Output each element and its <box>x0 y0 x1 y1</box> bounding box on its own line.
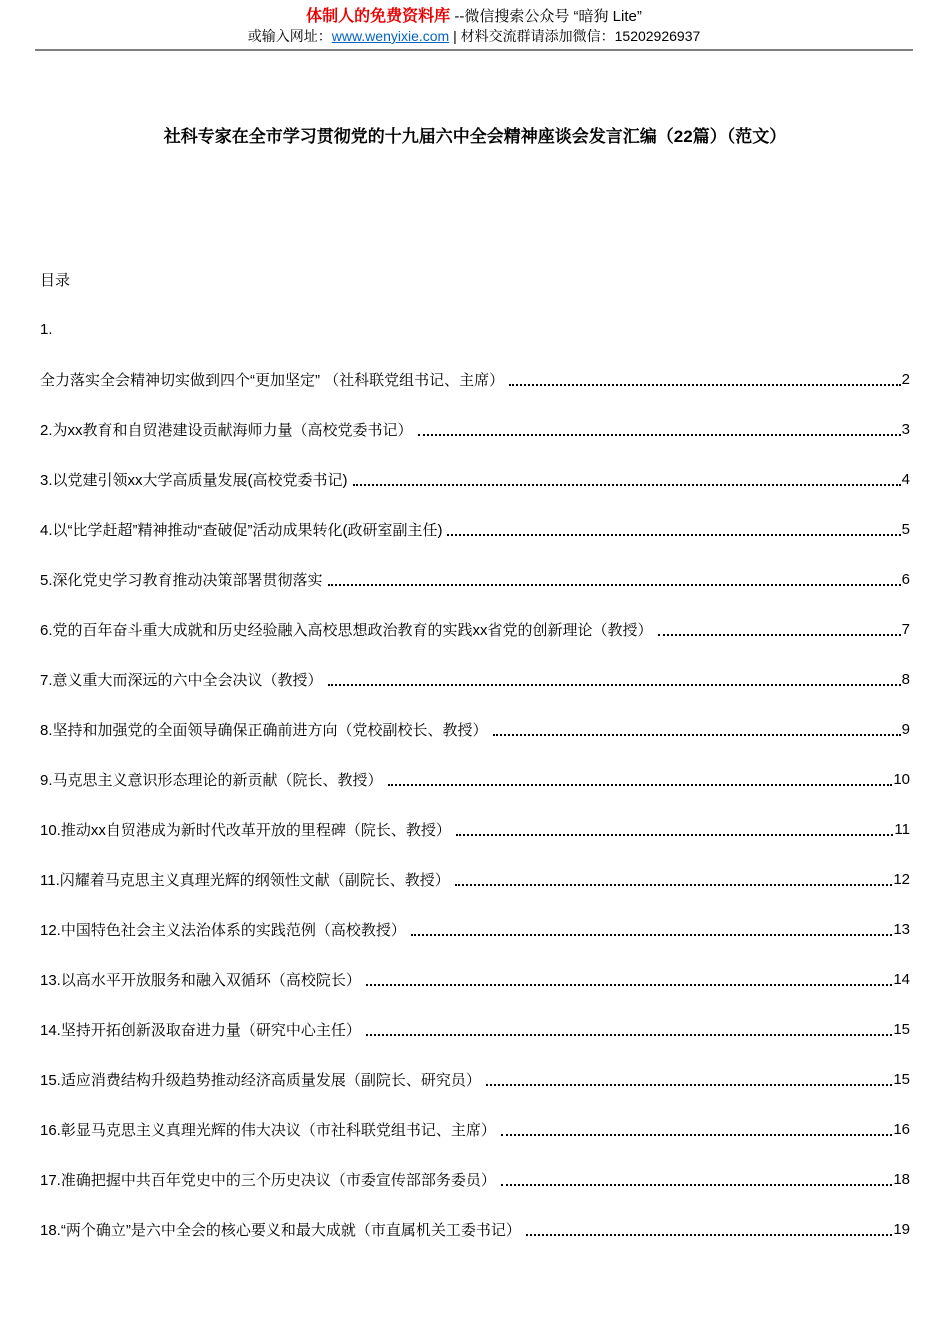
toc-entry-text: 6.党的百年奋斗重大成就和历史经验融入高校思想政治教育的实践xx省党的创新理论（教授） <box>40 621 653 639</box>
toc-entry-text: 全力落实全会精神切实做到四个“更加坚定” （社科联党组书记、主席） <box>40 371 505 389</box>
toc-page-number: 6 <box>901 570 910 588</box>
toc-page-number: 2 <box>901 370 910 388</box>
toc-page-number: 13 <box>893 920 910 938</box>
toc-entry <box>40 1054 910 1104</box>
toc-page-number: 3 <box>901 420 910 438</box>
toc-entry-text: 5.深化党史学习教育推动决策部署贯彻落实 <box>40 571 323 589</box>
dot-leader <box>658 622 901 636</box>
toc-entry <box>40 904 910 954</box>
toc-entry <box>40 1154 910 1204</box>
toc-page-number: 9 <box>901 720 910 738</box>
document-title: 社科专家在全市学习贯彻党的十九届六中全会精神座谈会发言汇编（22篇）（范文） <box>163 127 787 146</box>
toc-entry-text: 16.彰显马克思主义真理光辉的伟大决议（市社科联党组书记、主席） <box>40 1121 496 1139</box>
toc-entry <box>40 404 910 454</box>
dot-leader <box>501 1122 892 1136</box>
toc-entry-text: 3.以党建引领xx大学高质量发展(高校党委书记) <box>40 471 348 489</box>
dot-leader <box>501 1172 892 1186</box>
toc-entry-text: 15.适应消费结构升级趋势推动经济高质量发展（副院长、研究员） <box>40 1071 481 1089</box>
toc-heading <box>40 254 910 304</box>
toc-page-number: 16 <box>893 1120 910 1138</box>
toc-page-number: 18 <box>893 1170 910 1188</box>
toc-page-number: 19 <box>893 1220 910 1238</box>
toc-entry <box>40 654 910 704</box>
banner-line2 <box>35 27 913 46</box>
toc-page-number: 14 <box>893 970 910 988</box>
toc-entry-text: 4.以“比学赶超”精神推动“查破促”活动成果转化(政研室副主任) <box>40 521 443 539</box>
toc-entry <box>40 754 910 804</box>
toc-entry <box>40 454 910 504</box>
toc-entry-text: 7.意义重大而深远的六中全会决议（教授） <box>40 671 323 689</box>
dot-leader <box>455 872 893 886</box>
toc-page-number: 8 <box>901 670 910 688</box>
brand-name: 体制人的免费资料库 <box>306 8 451 25</box>
toc-entry <box>40 504 910 554</box>
dot-leader <box>411 922 892 936</box>
toc-page-number: 10 <box>893 770 910 788</box>
dot-leader <box>486 1072 892 1086</box>
banner-line2-suffix: | 材料交流群请添加微信：15202926937 <box>449 28 701 44</box>
toc-entry <box>40 1104 910 1154</box>
dot-leader <box>509 372 900 386</box>
dot-leader <box>456 822 894 836</box>
toc-entry-text: 18.“两个确立”是六中全会的核心要义和最大成就（市直属机关工委书记） <box>40 1221 521 1239</box>
toc-page-number: 5 <box>901 520 910 538</box>
toc-entry-text: 8.坚持和加强党的全面领导确保正确前进方向（党校副校长、教授） <box>40 721 488 739</box>
toc-page-number: 11 <box>894 820 910 838</box>
toc-entry-text: 2.为xx教育和自贸港建设贡献海师力量（高校党委书记） <box>40 421 413 439</box>
toc-entry <box>40 954 910 1004</box>
toc-entry <box>40 704 910 754</box>
toc-entry-text: 17.准确把握中共百年党史中的三个历史决议（市委宣传部部务委员） <box>40 1171 496 1189</box>
toc-entry <box>40 1004 910 1054</box>
toc-page-number: 15 <box>893 1070 910 1088</box>
banner-line2-prefix: 或输入网址： <box>247 28 332 44</box>
dot-leader <box>388 772 893 786</box>
toc-entry <box>40 354 910 404</box>
dot-leader <box>366 1022 892 1036</box>
toc-heading-label: 目录 <box>40 271 71 289</box>
toc-entry <box>40 604 910 654</box>
dot-leader <box>526 1222 892 1236</box>
toc-entry-text: 1. <box>40 320 53 338</box>
resource-banner <box>35 0 913 51</box>
toc-entry <box>40 304 910 354</box>
website-link[interactable]: www.wenyixie.com <box>331 28 450 44</box>
toc-page-number: 4 <box>901 470 910 488</box>
dot-leader <box>328 572 901 586</box>
dot-leader <box>328 672 901 686</box>
dot-leader <box>493 722 901 736</box>
toc-entry <box>40 1204 910 1254</box>
toc-page-number: 15 <box>893 1020 910 1038</box>
toc-entry <box>40 554 910 604</box>
table-of-contents <box>40 254 910 1254</box>
dot-leader <box>366 972 892 986</box>
toc-entry-text: 12.中国特色社会主义法治体系的实践范例（高校教授） <box>40 921 406 939</box>
banner-line1-rest: --微信搜索公众号 “暗狗 Lite” <box>450 8 642 25</box>
toc-entry-text: 14.坚持开拓创新汲取奋进力量（研究中心主任） <box>40 1021 361 1039</box>
dot-leader <box>447 522 900 536</box>
toc-entry-text: 11.闪耀着马克思主义真理光辉的纲领性文献（副院长、教授） <box>40 871 450 889</box>
toc-entry-text: 10.推动xx自贸港成为新时代改革开放的里程碑（院长、教授） <box>40 821 451 839</box>
toc-page-number: 12 <box>893 870 910 888</box>
toc-entry-text: 13.以高水平开放服务和融入双循环（高校院长） <box>40 971 361 989</box>
dot-leader <box>353 472 901 486</box>
toc-entry <box>40 804 910 854</box>
banner-line1 <box>35 7 913 27</box>
dot-leader <box>418 422 901 436</box>
toc-page-number: 7 <box>901 620 910 638</box>
toc-entry <box>40 854 910 904</box>
toc-list <box>40 304 910 1254</box>
toc-entry-text: 9.马克思主义意识形态理论的新贡献（院长、教授） <box>40 771 383 789</box>
